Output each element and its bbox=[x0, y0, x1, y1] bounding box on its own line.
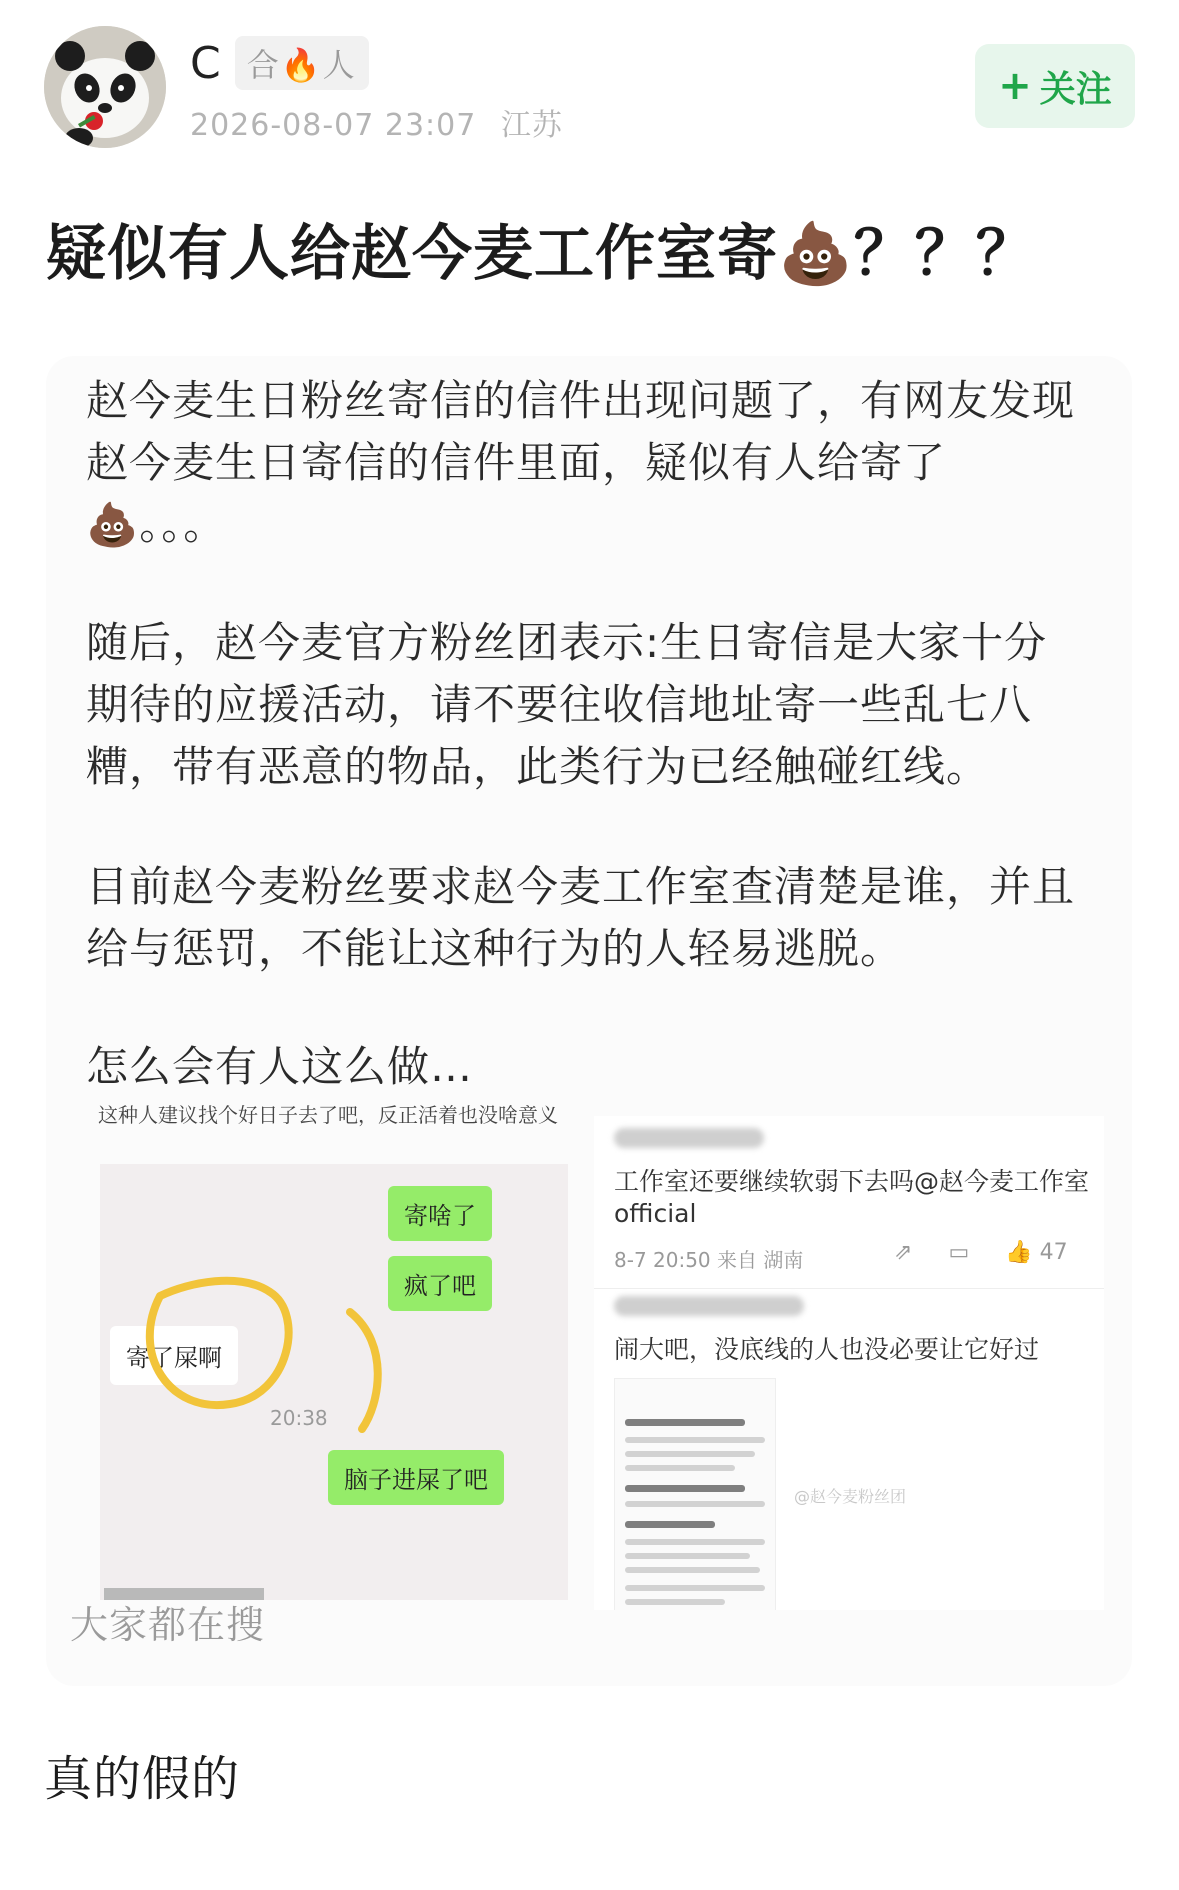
chat-screenshot-image[interactable] bbox=[100, 1164, 568, 1600]
screenshot-comment-meta: 8-7 20:50 来自 湖南 bbox=[614, 1248, 804, 1272]
blurred-username bbox=[614, 1128, 764, 1148]
comment-text: 真的假的 bbox=[44, 1751, 241, 1807]
trending-search-link[interactable]: 大家都在搜 bbox=[70, 1603, 266, 1647]
weibo-comments-screenshot-image[interactable] bbox=[594, 1116, 1104, 1610]
image-watermark: @赵今麦粉丝团 bbox=[794, 1487, 907, 1506]
screenshot-comment-actions bbox=[894, 1240, 1068, 1265]
screenshot-comment-1: 工作室还要继续软弱下去吗@赵今麦工作室official bbox=[614, 1167, 1090, 1228]
chat-bubble-sent: 脑子进屎了吧 bbox=[328, 1450, 504, 1505]
divider bbox=[594, 1288, 1104, 1289]
user-badge: 合🔥人 bbox=[235, 36, 369, 90]
post-header bbox=[0, 0, 1179, 170]
post-paragraph-4: 怎么会有人这么做… bbox=[86, 1042, 474, 1091]
post-location: 江苏 bbox=[500, 108, 563, 143]
thumbs-up-icon: 👍 47 bbox=[1005, 1240, 1068, 1265]
follow-button[interactable] bbox=[975, 44, 1135, 128]
blurred-username bbox=[614, 1296, 804, 1316]
chat-bubble-sent: 寄啥了 bbox=[388, 1186, 492, 1241]
post-paragraph-2: 随后，赵今麦官方粉丝团表示:生日寄信是大家十分期待的应援活动，请不要往收信地址寄一些乱七八糟，带有恶意的物品，此类行为已经触碰红线。 bbox=[86, 618, 1048, 791]
post-timestamp: 2026-08-07 23:07 bbox=[190, 108, 477, 143]
post-paragraph-3: 目前赵今麦粉丝要求赵今麦工作室查清楚是谁，并且给与惩罚，不能让这种行为的人轻易逃脱。 bbox=[86, 862, 1076, 973]
left-image-caption: 这种人建议找个好日子去了吧，反正活着也没啥意义 bbox=[98, 1103, 558, 1127]
post-body-card bbox=[46, 356, 1132, 1686]
chat-time: 20:38 bbox=[270, 1406, 328, 1430]
panda-avatar-icon[interactable] bbox=[44, 26, 166, 148]
plus-icon: + bbox=[998, 63, 1032, 109]
share-icon: ⇗ bbox=[894, 1240, 913, 1265]
document-thumbnail bbox=[614, 1378, 776, 1610]
chat-bubble-received: 寄了屎啊 bbox=[110, 1326, 238, 1385]
highlight-scribble bbox=[100, 1164, 568, 1600]
follow-label: 关注 bbox=[1039, 68, 1112, 110]
chat-bubble-sent: 疯了吧 bbox=[388, 1256, 492, 1311]
post-paragraph-1: 赵今麦生日粉丝寄信的信件出现问题了，有网友发现赵今麦生日寄信的信件里面，疑似有人给寄了💩。。。 bbox=[86, 376, 1076, 549]
screenshot-comment-2: 闹大吧，没底线的人也没必要让它好过 bbox=[614, 1335, 1040, 1364]
like-count: 47 bbox=[1039, 1240, 1068, 1265]
comment-icon: ▭ bbox=[948, 1240, 970, 1265]
post-meta bbox=[190, 100, 577, 144]
post-title: 疑似有人给赵今麦工作室寄💩？？？ bbox=[46, 219, 1037, 289]
username[interactable]: C bbox=[190, 37, 221, 89]
